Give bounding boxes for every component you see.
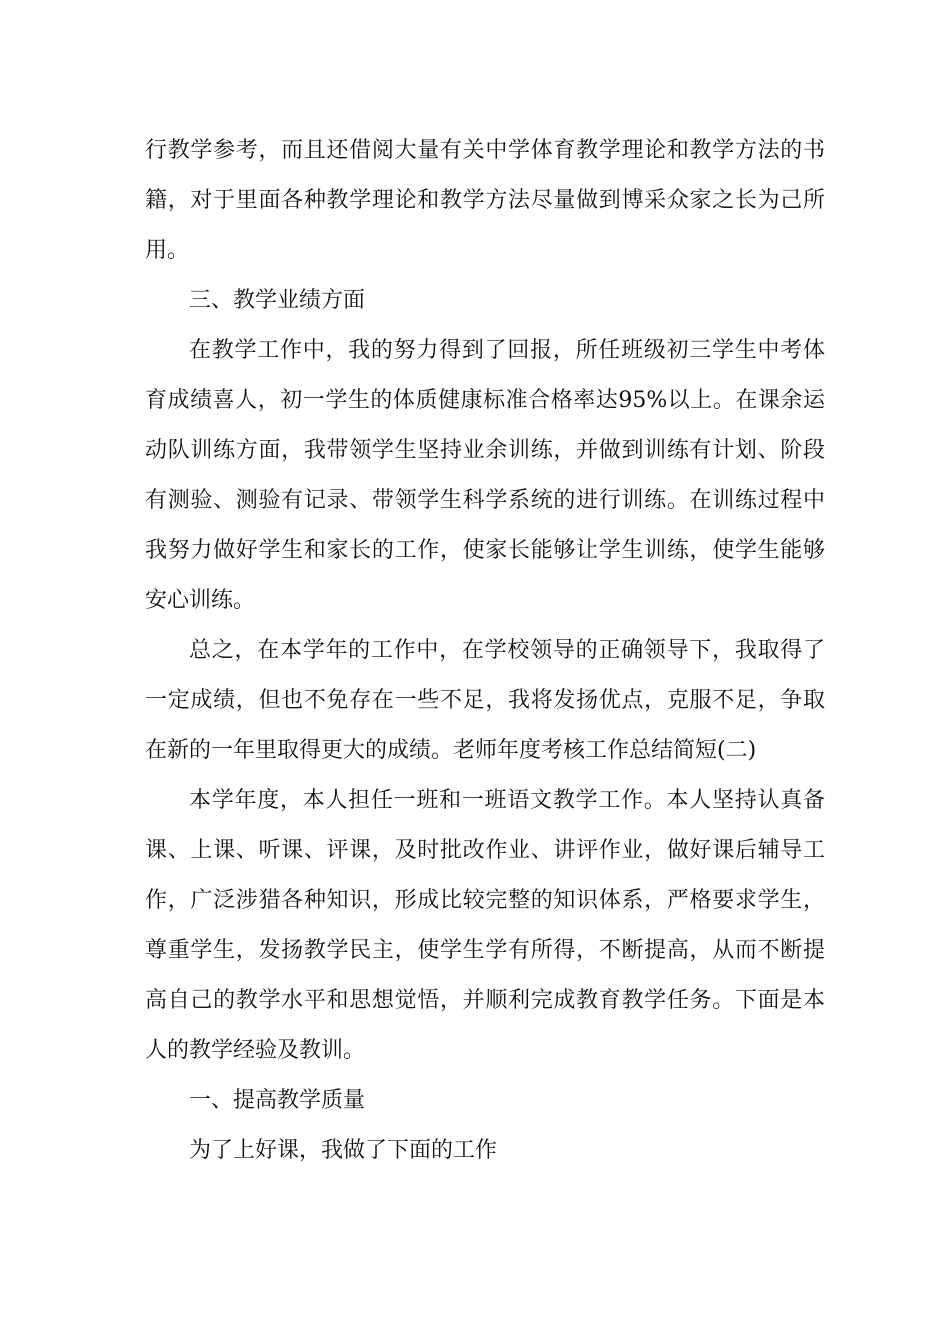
paragraph-continuation: 行教学参考，而且还借阅大量有关中学体育教学理论和教学方法的书籍，对于里面各种教学理论和教学方法尽量做到博采众家之长为己所用。 xyxy=(145,138,825,263)
document-body xyxy=(145,126,825,1176)
section-heading-improve-quality: 一、提高教学质量 xyxy=(189,1088,366,1113)
paragraph-summary: 总之，在本学年的工作中，在学校领导的正确领导下，我取得了一定成绩，但也不免存在一些不足，我将发扬优点，克服不足，争取在新的一年里取得更大的成绩。老师年度考核工作总结简短(二) xyxy=(145,638,825,763)
paragraph-school-year: 本学年度，本人担任一班和一班语文教学工作。本人坚持认真备课、上课、听课、评课，及时批改作业、讲评作业，做好课后辅导工作，广泛涉猎各种知识，形成比较完整的知识体系，严格要求学生，尊重学生，发扬教学民主，使学生学有所得，不断提高，从而不断提高自己的教学水平和思想觉悟，并顺利完成教育教学任务。下面是本人的教学经验及教训。 xyxy=(145,788,825,1063)
paragraph-teaching-results: 在教学工作中，我的努力得到了回报，所任班级初三学生中考体育成绩喜人，初一学生的体质健康标准合格率达95%以上。在课余运动队训练方面，我带领学生坚持业余训练，并做到训练有计划、阶段有测验、测验有记录、带领学生科学系统的进行训练。在训练过程中我努力做好学生和家长的工作，使家长能够让学生训练，使学生能够安心训练。 xyxy=(145,338,825,613)
paragraph-lesson-prep: 为了上好课，我做了下面的工作 xyxy=(189,1138,498,1163)
section-heading-teaching-results: 三、教学业绩方面 xyxy=(189,288,366,313)
